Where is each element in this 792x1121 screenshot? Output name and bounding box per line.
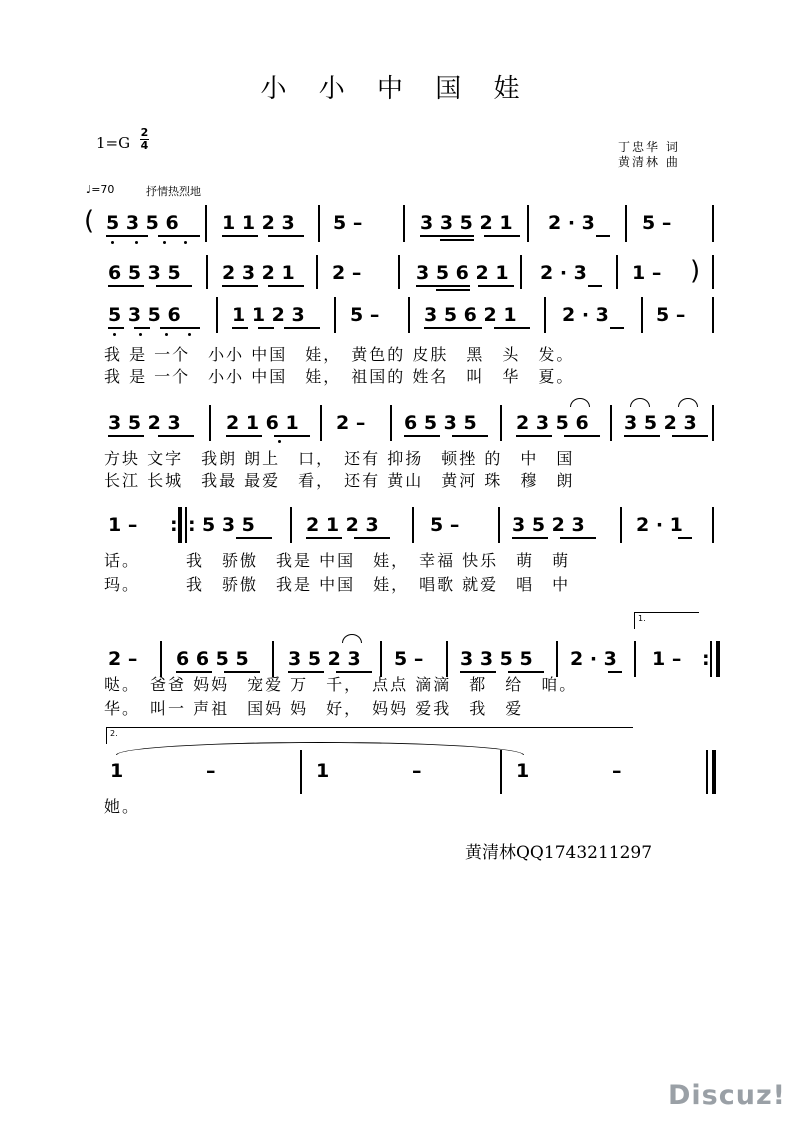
repeat-open-paren: (	[84, 206, 95, 236]
beam	[436, 289, 470, 291]
low-octave-dot	[165, 333, 168, 336]
barline	[625, 205, 627, 242]
beam	[232, 327, 248, 329]
lyric-line-4a: 方块 文字 我朗 朗上 口， 还有 抑扬 顿挫 的 中 国	[104, 449, 575, 468]
volta-1-bracket: 1.	[634, 612, 699, 629]
beam	[158, 435, 194, 437]
beam	[106, 235, 148, 237]
time-signature	[140, 127, 149, 152]
beam	[420, 235, 474, 237]
barline	[712, 507, 714, 543]
low-octave-dot	[139, 333, 142, 336]
barline	[498, 507, 500, 543]
measure-r4-5: 2 3 5 6	[516, 412, 589, 434]
beam	[516, 435, 552, 437]
beam	[672, 435, 708, 437]
repeat-start-thin-barline	[185, 507, 187, 543]
beam	[354, 537, 390, 539]
beam	[268, 285, 304, 287]
barline	[408, 297, 410, 333]
tempo-marking: ♩=70	[86, 183, 115, 196]
measure-r4-1: 3 5 2 3	[108, 412, 181, 434]
slur-mark	[570, 398, 590, 407]
barline	[290, 507, 292, 543]
measure-r5-6: 2 · 1	[636, 514, 683, 536]
beam	[424, 327, 482, 329]
lyric-line-6a: 哒。 爸爸 妈妈 宠爱 万 千， 点点 滴滴 都 给 咱。	[104, 675, 578, 694]
beam	[512, 537, 548, 539]
key-signature: 1=G	[96, 134, 131, 152]
barline	[403, 205, 405, 242]
repeat-start-dots: :	[170, 514, 178, 536]
beam	[564, 435, 600, 437]
measure-r6-3: 3 5 2 3	[288, 648, 361, 670]
beam	[108, 327, 124, 329]
slur-mark	[630, 398, 650, 407]
slur-mark	[342, 634, 362, 643]
beam	[416, 285, 470, 287]
measure-r7-3-dash: –	[612, 760, 622, 782]
measure-r3-6: 5 –	[656, 304, 686, 326]
barline	[412, 507, 414, 543]
measure-r1-1: 5 3 5 6	[106, 212, 179, 234]
repeat-end-dots: :	[702, 648, 710, 670]
measure-r3-4: 3 5 6 2 1	[424, 304, 517, 326]
measure-r1-3: 5 –	[333, 212, 363, 234]
lyric-line-4b: 长江 长城 我最 最爱 看， 还有 黄山 黄河 珠 穆 朗	[104, 471, 575, 490]
barline	[520, 255, 522, 289]
measure-r4-2: 2 1 6 1	[226, 412, 299, 434]
repeat-close-paren: )	[690, 256, 701, 286]
measure-r4-6: 3 5 2 3	[624, 412, 697, 434]
measure-r4-4: 6 5 3 5	[404, 412, 477, 434]
measure-r7-3-note: 1	[516, 760, 530, 782]
barline	[527, 205, 529, 242]
low-octave-dot	[163, 241, 166, 244]
repeat-start-dots-right: :	[188, 514, 196, 536]
measure-r7-1-note: 1	[110, 760, 124, 782]
beam	[624, 435, 660, 437]
measure-r2-5: 2 · 3	[540, 262, 587, 284]
beam	[560, 537, 596, 539]
song-title: 小 小 中 国 娃	[260, 74, 532, 104]
lyric-line-7a: 她。	[104, 797, 141, 816]
time-sig-bottom: 4	[140, 139, 149, 152]
measure-r7-2-note: 1	[316, 760, 330, 782]
beam	[284, 327, 320, 329]
beam	[440, 239, 474, 241]
barline	[320, 405, 322, 441]
beam	[610, 327, 624, 329]
barline	[316, 255, 318, 289]
lyric-line-5b: 玛。 我 骄傲 我是 中国 娃， 唱歌 就爱 唱 中	[104, 575, 571, 594]
beam	[268, 235, 304, 237]
repeat-end-barline	[716, 641, 720, 677]
measure-r2-1: 6 5 3 5	[108, 262, 181, 284]
low-octave-dot	[188, 333, 191, 336]
final-thin-barline	[706, 750, 708, 794]
low-octave-dot	[113, 333, 116, 336]
repeat-start-barline	[178, 507, 182, 543]
beam	[404, 435, 440, 437]
barline	[390, 405, 392, 441]
beam	[258, 327, 274, 329]
beam	[222, 235, 258, 237]
barline	[610, 405, 612, 441]
beam	[222, 285, 258, 287]
measure-r6-5: 3 3 5 5	[460, 648, 533, 670]
barline	[300, 750, 302, 794]
barline	[641, 297, 643, 333]
barline	[334, 297, 336, 333]
barline	[318, 205, 320, 242]
beam	[274, 435, 310, 437]
barline	[500, 750, 502, 794]
measure-r5-1: 1 –	[108, 514, 138, 536]
beam	[596, 235, 610, 237]
measure-r6-2: 6 6 5 5	[176, 648, 249, 670]
measure-r2-3: 2 –	[332, 262, 362, 284]
beam	[608, 671, 622, 673]
beam	[108, 435, 144, 437]
barline	[634, 641, 636, 677]
measure-r2-4: 3 5 6 2 1	[416, 262, 509, 284]
lyricist-credit: 丁忠华 词	[618, 140, 680, 154]
low-octave-dot	[278, 440, 281, 443]
lyric-line-3a: 我 是 一个 小小 中国 娃， 黄色的 皮肤 黑 头 发。	[104, 345, 575, 364]
barline	[544, 297, 546, 333]
measure-r5-3: 2 1 2 3	[306, 514, 379, 536]
barline	[398, 255, 400, 289]
beam	[452, 435, 488, 437]
lyric-line-3b: 我 是 一个 小小 中国 娃， 祖国的 姓名 叫 华 夏。	[104, 367, 575, 386]
beam	[236, 537, 272, 539]
barline	[712, 297, 714, 333]
final-barline	[712, 750, 716, 794]
barline	[712, 255, 714, 289]
expression-marking: 抒情热烈地	[146, 185, 201, 198]
measure-r5-4: 5 –	[430, 514, 460, 536]
low-octave-dot	[135, 241, 138, 244]
measure-r3-5: 2 · 3	[562, 304, 609, 326]
beam	[108, 285, 144, 287]
measure-r3-2: 1 1 2 3	[232, 304, 305, 326]
slur-mark	[678, 398, 698, 407]
measure-r3-1: 5 3 5 6	[108, 304, 181, 326]
beam	[158, 235, 200, 237]
time-sig-top: 2	[140, 126, 149, 139]
barline	[712, 405, 714, 441]
barline	[500, 405, 502, 441]
low-octave-dot	[184, 241, 187, 244]
beam	[156, 285, 192, 287]
measure-r2-2: 2 3 2 1	[222, 262, 295, 284]
measure-r2-6: 1 –	[632, 262, 662, 284]
beam	[494, 327, 530, 329]
barline	[209, 405, 211, 441]
beam	[588, 285, 602, 287]
measure-r6-1: 2 –	[108, 648, 138, 670]
composer-credit: 黄清林 曲	[618, 155, 680, 169]
beam	[134, 327, 150, 329]
measure-r3-3: 5 –	[350, 304, 380, 326]
watermark-logo: Discuz!	[668, 1080, 786, 1111]
barline	[616, 255, 618, 289]
beam	[678, 537, 692, 539]
measure-r1-6: 5 –	[642, 212, 672, 234]
measure-r1-4: 3 3 5 2 1	[420, 212, 513, 234]
barline	[205, 205, 207, 242]
beam	[478, 285, 514, 287]
arranger-signature: 黄清林QQ1743211297	[465, 843, 653, 863]
repeat-end-thin-barline	[710, 641, 712, 677]
measure-r6-4: 5 –	[394, 648, 424, 670]
measure-r5-2: 5 3 5	[202, 514, 255, 536]
measure-r4-3: 2 –	[336, 412, 366, 434]
measure-r7-1-dash: –	[206, 760, 216, 782]
measure-r1-2: 1 1 2 3	[222, 212, 295, 234]
beam	[484, 235, 520, 237]
lyric-line-6b: 华。 叫一 声祖 国妈 妈 好， 妈妈 爱我 我 爱	[104, 699, 524, 718]
beam	[226, 435, 262, 437]
barline	[206, 255, 208, 289]
barline	[216, 297, 218, 333]
measure-r1-5: 2 · 3	[548, 212, 595, 234]
beam	[160, 327, 200, 329]
barline	[620, 507, 622, 543]
beam	[306, 537, 342, 539]
barline	[712, 205, 714, 242]
measure-r6-6: 2 · 3	[570, 648, 617, 670]
volta-2-bracket: 2.	[106, 727, 633, 744]
low-octave-dot	[111, 241, 114, 244]
measure-r6-7: 1 –	[652, 648, 682, 670]
measure-r5-5: 3 5 2 3	[512, 514, 585, 536]
lyric-line-5a: 话。 我 骄傲 我是 中国 娃， 幸福 快乐 萌 萌	[104, 551, 571, 570]
measure-r7-2-dash: –	[412, 760, 422, 782]
